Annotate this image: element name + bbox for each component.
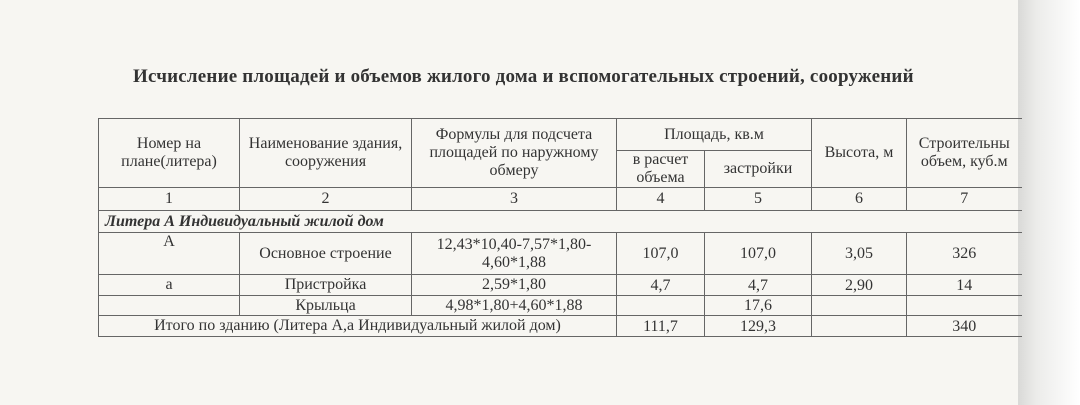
row-name: Пристройка xyxy=(240,275,412,296)
row-formula: 2,59*1,80 xyxy=(412,275,617,296)
row-volume xyxy=(907,296,1022,316)
column-number: 1 xyxy=(99,188,240,211)
total-area-footprint: 129,3 xyxy=(705,316,812,337)
header-area-footprint: застройки xyxy=(705,151,812,188)
area-volume-table xyxy=(98,118,1022,337)
column-number: 6 xyxy=(812,188,907,211)
section-row xyxy=(99,211,1022,233)
total-row xyxy=(99,316,1022,337)
row-formula: 12,43*10,40-7,57*1,80-4,60*1,88 xyxy=(412,233,617,275)
header-building-name: Наименование здания, сооружения xyxy=(240,119,412,188)
row-volume: 14 xyxy=(907,275,1022,296)
total-volume: 340 xyxy=(907,316,1022,337)
total-area-volume: 111,7 xyxy=(617,316,705,337)
header-plan-number: Номер на плане(литера) xyxy=(99,119,240,188)
row-height: 3,05 xyxy=(812,233,907,275)
row-litera: А xyxy=(99,233,240,275)
row-height xyxy=(812,296,907,316)
row-area-volume: 107,0 xyxy=(617,233,705,275)
total-label: Итого по зданию (Литера А,а Индивидуальный жилой дом) xyxy=(99,316,617,337)
row-volume: 326 xyxy=(907,233,1022,275)
section-label: Литера А Индивидуальный жилой дом xyxy=(99,211,1022,233)
column-number: 5 xyxy=(705,188,812,211)
column-number: 2 xyxy=(240,188,412,211)
table-row xyxy=(99,296,1022,316)
row-height: 2,90 xyxy=(812,275,907,296)
row-area-footprint: 17,6 xyxy=(705,296,812,316)
row-name: Основное строение xyxy=(240,233,412,275)
column-number: 4 xyxy=(617,188,705,211)
row-area-footprint: 107,0 xyxy=(705,233,812,275)
column-number: 3 xyxy=(412,188,617,211)
header-volume: Строительны объем, куб.м xyxy=(907,119,1022,188)
paper-edge-shadow xyxy=(1018,0,1080,405)
header-area-group: Площадь, кв.м xyxy=(617,119,812,151)
header-formulas: Формулы для подсчета площадей по наружному обмеру xyxy=(412,119,617,188)
header-area-volume: в расчет объема xyxy=(617,151,705,188)
table-row xyxy=(99,275,1022,296)
row-area-footprint: 4,7 xyxy=(705,275,812,296)
column-number-row xyxy=(99,188,1022,211)
row-area-volume: 4,7 xyxy=(617,275,705,296)
document-title: Исчисление площадей и объемов жилого дома и вспомогательных строений, сооружений xyxy=(133,66,914,87)
row-name: Крыльца xyxy=(240,296,412,316)
header-row-1 xyxy=(99,119,1022,151)
row-litera xyxy=(99,296,240,316)
header-height: Высота, м xyxy=(812,119,907,188)
column-number: 7 xyxy=(907,188,1022,211)
row-formula: 4,98*1,80+4,60*1,88 xyxy=(412,296,617,316)
row-litera: а xyxy=(99,275,240,296)
total-height xyxy=(812,316,907,337)
row-area-volume xyxy=(617,296,705,316)
table-row xyxy=(99,233,1022,275)
